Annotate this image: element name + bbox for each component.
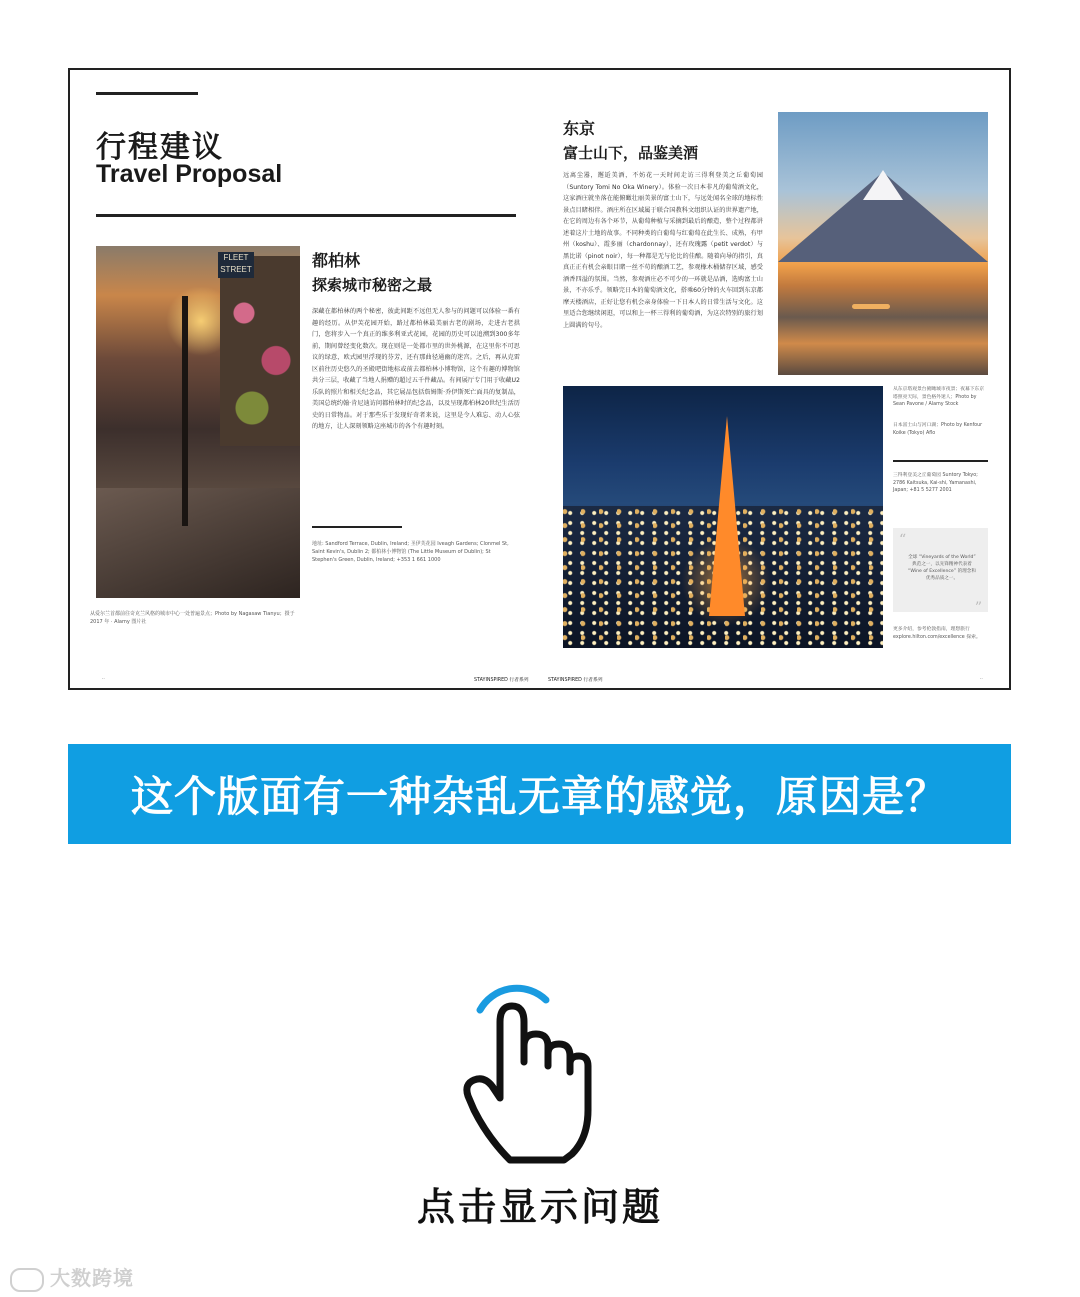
dublin-caption: 从爱尔兰首都前往奇克兰风格的城市中心一处普遍景点；Photo by Nagasaw Tianyu；摄于 2017 年 · Alamy 图片社 [90,611,295,625]
close-quote-icon: ” [974,600,982,616]
tokyo-title: 东京 [563,119,596,138]
fleet-street-sign: FLEET STREET [218,252,254,278]
pull-quote-text: 全球 “Vineyards of the World” 典范之一，以先锋精神代表着 “Wine of Excellence” 的理念和优秀品质之一。 [908,555,976,581]
pull-quote-box [893,528,988,616]
dublin-body: 深藏在都柏林的两个秘密，彼此间距不远但无人参与的问题可以体验一番有趣的经历。从伊芙花园开始，路过都柏林最美丽古老的剧场，走进古老拱门，您将步入一个真正的维多利亚式花园，花园的历史可以追溯到300多年前，期间曾经变化数次。现在则是一处都市里的世外桃源，在这里你不可思议的绿意，欧式园里浮现的芬芳，还有那曲径通幽的迷宫。之后，再从克雷区前往历史悠久的圣殿吧街地标或前去都柏林小博物馆，这个有趣的博物馆共分三层，收藏了当地人捐赠的超过五千件藏品。有间展厅专门用于收藏U2乐队的照片和相关纪念品，其它展品包括詹姆斯·乔伊斯死亡面具的复制品，美国总统约翰·肯尼迪访问都柏林时的纪念品，以及呈现都柏林20世纪生活历史的日常物品。对于那些乐于发现好奇者来说，这里是令人难忘、动人心弦的地方，让人深刻领略这座城市的各个有趣时刻。 [312,308,520,430]
spread-title-en: Travel Proposal [96,160,283,188]
dublin-street-photo [96,246,300,598]
tokyo-info: 三得利登美之丘葡萄园 Suntory Tokyo; 2786 Kaitsuka, Kai-shi, Yamanashi, Japan; +81 5 5277 2001 [893,473,978,493]
left-page-number: .. [102,676,105,681]
watermark [10,1262,134,1292]
title-rule [96,214,516,217]
right-page-number: .. [980,676,983,681]
open-quote-icon: “ [899,532,907,548]
left-footer-brand: STAYINSPIRED 行者系列 [474,678,529,683]
tokyo-subtitle: 富士山下，品鉴美酒 [563,144,699,162]
hand-pointer-icon[interactable] [460,970,600,1170]
show-question-button[interactable]: 点击显示问题 [416,1185,663,1229]
dublin-info: 地址: Sandford Terrace, Dublin, Ireland; 圣伊芙花园 Iveagh Gardens; Clonmel St, Saint Kevin's, Dublin 2; 都柏林小博物馆 (The Little Museum of Dublin); St Stephen's Green, Dublin, Ireland; +353 1 661 1000 [312,541,509,564]
tokyo-body: 远离尘嚣，邂逅美酒，不妨花一天时间走访三得利登美之丘葡萄园（Suntory Tomi No Oka Winery）。体验一次日本非凡的葡萄酒文化，这家酒庄就坐落在能俯瞰壮丽美景的富士山下，与远处闻名全球的地标性景点目睹相伴。酒庄所在区域属于联合国教科文组织认证的世界遗产地，在它的周边有各个环节，从葡萄种植与采摘到最后的酿造，整个过程都讲述着这片土地的故事。不同种类的白葡萄与红葡萄在此生长、成熟，有甲州（koshu）、霞多丽（chardonnay），还有玫瑰露（petit verdot）与黑比诺（pinot noir），每一种都是无与伦比的佳酿。随着向导的指引，真真正正有机会亲眼目睹一丝不苟的酿酒工艺，参观橡木桶储存区域，感受酒香四溢的氛围。当然，参观酒庄必不可少的一环就是品酒，选购富士山景，不亦乐乎。领略完日本的葡萄酒文化，搭乘60分钟的火车回到东京都摩天楼酒店，正好让您有机会亲身体验一下日本人的日常生活与文化。这里适合您继续闲逛，可以和上一杯三得利的葡萄酒，为这次特别的旅行划上圆满的句号。 [563,172,763,329]
tokyo-tower-photo [563,386,883,648]
top-rule [96,92,198,95]
dublin-info-rule [312,526,402,528]
dublin-title: 都柏林 [312,251,361,270]
question-text: 这个版面有一种杂乱无章的感觉，原因是？ [130,772,948,821]
spread-title-cn: 行程建议 [96,130,224,165]
tokyo-footnote: 更多介绍，参考伦敦指南，理想旅行 explore.hilton.com/excellence 探索。 [893,627,981,640]
mount-fuji-photo [778,112,988,375]
tokyo-caption-2: 日本富士山与河口湖；Photo by Kenfour Koike (Tokyo) Aflo [893,423,983,436]
dublin-subtitle: 探索城市秘密之最 [312,276,433,294]
logo-icon [10,1268,44,1292]
tokyo-caption-1: 从东京塔观景台俯瞰城市夜景；夜幕下东京塔照亮天际，景色格外迷人；Photo by Sean Pavone / Alamy Stock [893,387,985,407]
right-footer-brand: STAYINSPIRED 行者系列 [548,678,603,683]
magazine-spread [68,68,1011,690]
question-banner [68,744,1011,844]
tokyo-info-rule [893,460,988,462]
watermark-text: 大数跨境 [50,1266,134,1290]
